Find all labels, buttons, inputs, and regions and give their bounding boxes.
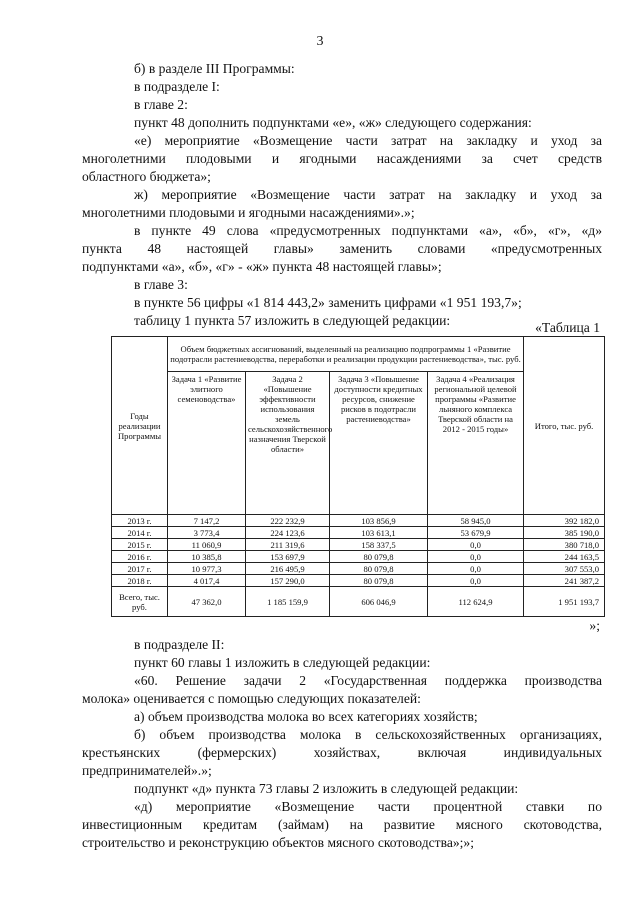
task3-cell: 158 337,5 — [330, 539, 428, 551]
subsection2-line: пункт 60 главы 1 изложить в следующей редакции: — [134, 655, 431, 670]
task3-cell: 80 079,8 — [330, 563, 428, 575]
table-row — [112, 551, 605, 563]
indicator-b-line: крестьянских (фермерских) хозяйствах, включая индивидуальных — [82, 745, 602, 760]
budget-table-wrap — [111, 336, 604, 617]
task4-header: Задача 4 «Реализация региональной целевой программы «Развитие льняного комплекса Тверской области на 2012 - 2015 годы» — [428, 372, 524, 515]
task1-cell: 4 017,4 — [168, 575, 246, 587]
task1-cell: 10 385,8 — [168, 551, 246, 563]
point49-line: в пункте 49 слова «предусмотренных подпунктами «а», «б», «г», «д» — [134, 223, 602, 238]
task1-header: Задача 1 «Развитие элитного семеноводства» — [168, 372, 246, 515]
chapter3-line: таблицу 1 пункта 57 изложить в следующей редакции: — [134, 313, 451, 328]
table-close-quote: »; — [589, 618, 600, 633]
subsection2-block — [82, 636, 602, 852]
table-row — [112, 527, 605, 539]
task1-cell: 11 060,9 — [168, 539, 246, 551]
page-number: 3 — [316, 34, 324, 49]
year-cell: 2015 г. — [112, 539, 168, 551]
task3-cell: 80 079,8 — [330, 551, 428, 563]
point73-intro: подпункт «д» пункта 73 главы 2 изложить в следующей редакции: — [134, 781, 519, 796]
item-zh-line: ж) мероприятие «Возмещение части затрат на закладку и уход за — [134, 187, 602, 202]
years-header: Годы реализации Программы — [112, 337, 168, 515]
task3-cell: 103 613,1 — [330, 527, 428, 539]
indicator-b-line: б) объем производства молока в сельскохозяйственных организациях, — [134, 727, 602, 742]
table-row — [112, 563, 605, 575]
task1-cell: 10 977,3 — [168, 563, 246, 575]
task3-cell: 606 046,9 — [330, 587, 428, 617]
task2-cell: 1 185 159,9 — [246, 587, 330, 617]
task2-cell: 224 123,6 — [246, 527, 330, 539]
subsection2-line: в подразделе II: — [134, 637, 225, 652]
point60-line: молока» оценивается с помощью следующих показателей: — [82, 691, 421, 706]
point73-line: строительство и реконструкцию объектов мясного скотоводства»;»; — [82, 835, 475, 850]
task4-cell: 0,0 — [428, 563, 524, 575]
task4-cell: 53 679,9 — [428, 527, 524, 539]
task4-cell: 112 624,9 — [428, 587, 524, 617]
table-row — [112, 539, 605, 551]
table-row — [112, 575, 605, 587]
table-total-row — [112, 587, 605, 617]
year-cell: 2016 г. — [112, 551, 168, 563]
task3-cell: 80 079,8 — [330, 575, 428, 587]
item-zh-line: многолетними плодовыми и ягодными насаждениями».»; — [82, 205, 415, 220]
point73-line: «д) мероприятие «Возмещение части процентной ставки по — [134, 799, 602, 814]
indicator-b-line: предпринимателей».»; — [82, 763, 212, 778]
task3-cell: 103 856,9 — [330, 515, 428, 527]
chapter3-line: в главе 3: — [134, 277, 188, 292]
task2-header: Задача 2 «Повышение эффективности использования земель сельскохозяйственного назначения Тверской области» — [246, 372, 330, 515]
point60-line: «60. Решение задачи 2 «Государственная поддержка производства — [134, 673, 602, 688]
task4-cell: 0,0 — [428, 575, 524, 587]
total-cell: 392 182,0 — [524, 515, 605, 527]
table-caption: «Таблица 1 — [535, 320, 600, 335]
task2-cell: 157 290,0 — [246, 575, 330, 587]
budget-header: Объем бюджетных ассигнований, выделенный на реализацию подпрограммы 1 «Развитие подотрасли растениеводства, переработки и реализации продукции растениеводства», тыс. руб. — [168, 337, 524, 372]
total-header: Итого, тыс. руб. — [524, 337, 605, 515]
intro-line: в подразделе I: — [134, 79, 220, 94]
task4-cell: 0,0 — [428, 539, 524, 551]
task1-cell: 47 362,0 — [168, 587, 246, 617]
item-e-line: «е) мероприятие «Возмещение части затрат на закладку и уход за — [134, 133, 602, 148]
task4-cell: 58 945,0 — [428, 515, 524, 527]
year-cell: Всего, тыс. руб. — [112, 587, 168, 617]
intro-line: б) в разделе III Программы: — [134, 61, 295, 76]
table-row — [112, 515, 605, 527]
task2-cell: 216 495,9 — [246, 563, 330, 575]
point49-line: пункта 48 настоящей главы» заменить словами «предусмотренных — [82, 241, 602, 256]
indicator-a: а) объем производства молока во всех категориях хозяйств; — [134, 709, 478, 724]
intro-block — [82, 60, 602, 330]
total-cell: 244 163,5 — [524, 551, 605, 563]
task4-cell: 0,0 — [428, 551, 524, 563]
year-cell: 2017 г. — [112, 563, 168, 575]
item-e-line: многолетними плодовыми и ягодными насаждениями за счет средств — [82, 151, 602, 166]
budget-table — [111, 336, 605, 617]
chapter3-line: в пункте 56 цифры «1 814 443,2» заменить цифрами «1 951 193,7»; — [134, 295, 522, 310]
task2-cell: 222 232,9 — [246, 515, 330, 527]
year-cell: 2018 г. — [112, 575, 168, 587]
year-cell: 2014 г. — [112, 527, 168, 539]
year-cell: 2013 г. — [112, 515, 168, 527]
item-e-line: областного бюджета»; — [82, 169, 211, 184]
task2-cell: 211 319,6 — [246, 539, 330, 551]
point49-line: подпунктами «а», «б», «г» - «ж» пункта 48 настоящей главы»; — [82, 259, 442, 274]
task2-cell: 153 697,9 — [246, 551, 330, 563]
task1-cell: 7 147,2 — [168, 515, 246, 527]
total-cell: 385 190,0 — [524, 527, 605, 539]
task1-cell: 3 773,4 — [168, 527, 246, 539]
total-cell: 241 387,2 — [524, 575, 605, 587]
intro-line: пункт 48 дополнить подпунктами «е», «ж» следующего содержания: — [134, 115, 532, 130]
task3-header: Задача 3 «Повышение доступности кредитных ресурсов, снижение рисков в подотрасли растениеводства» — [330, 372, 428, 515]
point73-line: инвестиционным кредитам (займам) на развитие мясного скотоводства, — [82, 817, 602, 832]
total-cell: 307 553,0 — [524, 563, 605, 575]
intro-line: в главе 2: — [134, 97, 188, 112]
total-cell: 380 718,0 — [524, 539, 605, 551]
total-cell: 1 951 193,7 — [524, 587, 605, 617]
